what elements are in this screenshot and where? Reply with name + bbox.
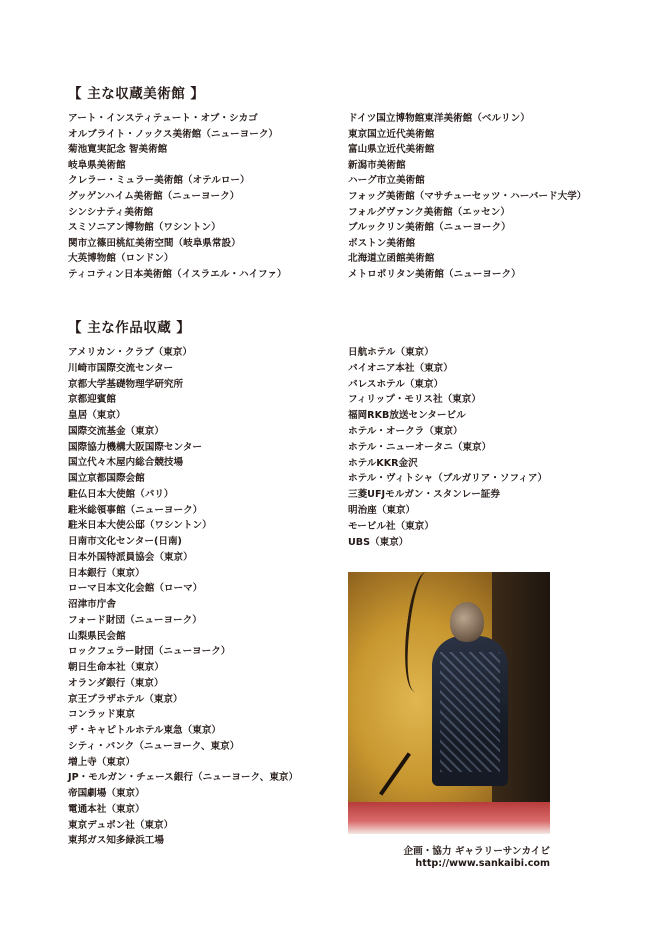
- list-item: 菊池寛実記念 智美術館: [68, 144, 168, 156]
- list-item: 川崎市国際交流センター: [68, 362, 174, 374]
- list-item: フィリップ・モリス社（東京）: [348, 394, 481, 406]
- list-item: 日本外国特派員協会（東京）: [68, 551, 193, 563]
- list-item: クレラー・ミュラー美術館（オテルロー）: [68, 175, 250, 187]
- list-item: 国際交流基金（東京）: [68, 425, 164, 437]
- list-item: フォルグヴァンク美術館（エッセン）: [348, 206, 510, 218]
- list-item: ホテルKKR金沢: [348, 457, 418, 469]
- list-item: 北海道立函館美術館: [348, 253, 435, 265]
- list-item: 帝国劇場（東京）: [68, 788, 145, 799]
- list-item: ティコティン日本美術館（イスラエル・ハイファ）: [68, 268, 287, 280]
- list-item: 沼津市庁舎: [68, 599, 116, 610]
- list-item: JP・モルガン・チェース銀行（ニューヨーク、東京）: [68, 772, 299, 784]
- list-item: メトロポリタン美術館（ニューヨーク）: [348, 268, 521, 280]
- collection-list-right: [348, 345, 547, 550]
- list-item: 日南市文化センター(日南): [68, 536, 182, 547]
- list-item: ホテル・オークラ（東京）: [348, 425, 463, 437]
- list-item: 朝日生命本社（東京）: [68, 662, 164, 673]
- list-item: シティ・バンク（ニューヨーク、東京）: [68, 740, 240, 752]
- list-item: モービル社（東京）: [348, 520, 434, 532]
- section-heading-museums: 【 主な収蔵美術館 】: [68, 86, 205, 102]
- list-item: 東京国立近代美術館: [348, 128, 435, 140]
- list-item: 駐米総領事館（ニューヨーク）: [68, 504, 203, 516]
- list-item: アメリカン・クラブ（東京）: [68, 347, 193, 358]
- list-item: 大英博物館（ロンドン）: [68, 253, 174, 265]
- list-item: コンラッド東京: [68, 709, 135, 721]
- credit-url: http://www.sankaibi.com: [415, 858, 550, 869]
- list-item: オルブライト・ノックス美術館（ニューヨーク）: [68, 128, 279, 140]
- list-item: ホテル・ニューオータニ（東京）: [348, 441, 492, 453]
- list-item: 駐米日本大使公邸（ワシントン）: [68, 520, 212, 532]
- list-item: 富山県立近代美術館: [348, 144, 435, 156]
- list-item: 日本銀行（東京）: [68, 567, 145, 579]
- list-item: 新潟市美術館: [348, 159, 406, 171]
- credit-label: 企画・協力 ギャラリーサンカイビ: [403, 846, 550, 857]
- list-item: ハーグ市立美術館: [348, 175, 425, 187]
- list-item: スミソニアン博物館（ワシントン）: [68, 222, 221, 234]
- museum-list-left: [68, 111, 287, 283]
- list-item: 京都大学基礎物理学研究所: [68, 378, 184, 390]
- list-item: 京都迎賓館: [68, 394, 116, 406]
- list-item: ボストン美術館: [348, 237, 416, 249]
- artist-photo: [348, 572, 550, 834]
- list-item: UBS（東京）: [348, 536, 409, 548]
- list-item: 電通本社（東京）: [68, 803, 145, 815]
- list-item: 国際協力機構大阪国際センター: [68, 441, 202, 453]
- list-item: グッゲンハイム美術館（ニューヨーク）: [68, 190, 240, 202]
- list-item: オランダ銀行（東京）: [68, 677, 164, 689]
- list-item: フォッグ美術館（マサチューセッツ・ハーバード大学）: [348, 190, 587, 202]
- list-item: 岐阜県美術館: [68, 159, 126, 171]
- list-item: 京王プラザホテル（東京）: [68, 693, 183, 705]
- list-item: ロックフェラー財団（ニューヨーク）: [68, 646, 231, 658]
- list-item: 関市立篠田桃紅美術空間（岐阜県常設）: [68, 237, 241, 249]
- list-item: 東邦ガス知多緑浜工場: [68, 835, 164, 847]
- section-heading-works: 【 主な作品収蔵 】: [68, 320, 191, 336]
- list-item: 三菱UFJモルガン・スタンレー証券: [348, 489, 500, 501]
- list-item: ドイツ国立博物館東洋美術館（ベルリン）: [348, 113, 530, 124]
- list-item: 皇居（東京）: [68, 410, 126, 421]
- list-item: 国立京都国際会館: [68, 473, 145, 484]
- list-item: パレスホテル（東京）: [348, 378, 444, 390]
- museum-list-right: [348, 111, 586, 283]
- list-item: ブルックリン美術館（ニューヨーク）: [348, 222, 511, 234]
- collection-list-left: [68, 345, 298, 849]
- list-item: 日航ホテル（東京）: [348, 347, 434, 358]
- list-item: 東京デュポン社（東京）: [68, 819, 174, 831]
- list-item: シンシナティ美術館: [68, 206, 154, 218]
- list-item: 明治座（東京）: [348, 504, 416, 516]
- list-item: フォード財団（ニューヨーク）: [68, 614, 202, 626]
- list-item: パイオニア本社（東京）: [348, 362, 453, 374]
- list-item: ザ・キャピトルホテル東急（東京）: [68, 725, 222, 736]
- list-item: 福岡RKB放送センタービル: [348, 410, 466, 422]
- list-item: ローマ日本文化会館（ローマ）: [68, 583, 203, 595]
- list-item: 駐仏日本大使館（パリ）: [68, 488, 174, 500]
- list-item: アート・インスティテュート・オブ・シカゴ: [68, 113, 258, 124]
- list-item: 山梨県民会館: [68, 630, 126, 642]
- list-item: 国立代々木屋内総合競技場: [68, 457, 184, 469]
- list-item: ホテル・ヴィトシャ（ブルガリア・ソフィア）: [348, 473, 548, 485]
- list-item: 増上寺（東京）: [68, 756, 136, 768]
